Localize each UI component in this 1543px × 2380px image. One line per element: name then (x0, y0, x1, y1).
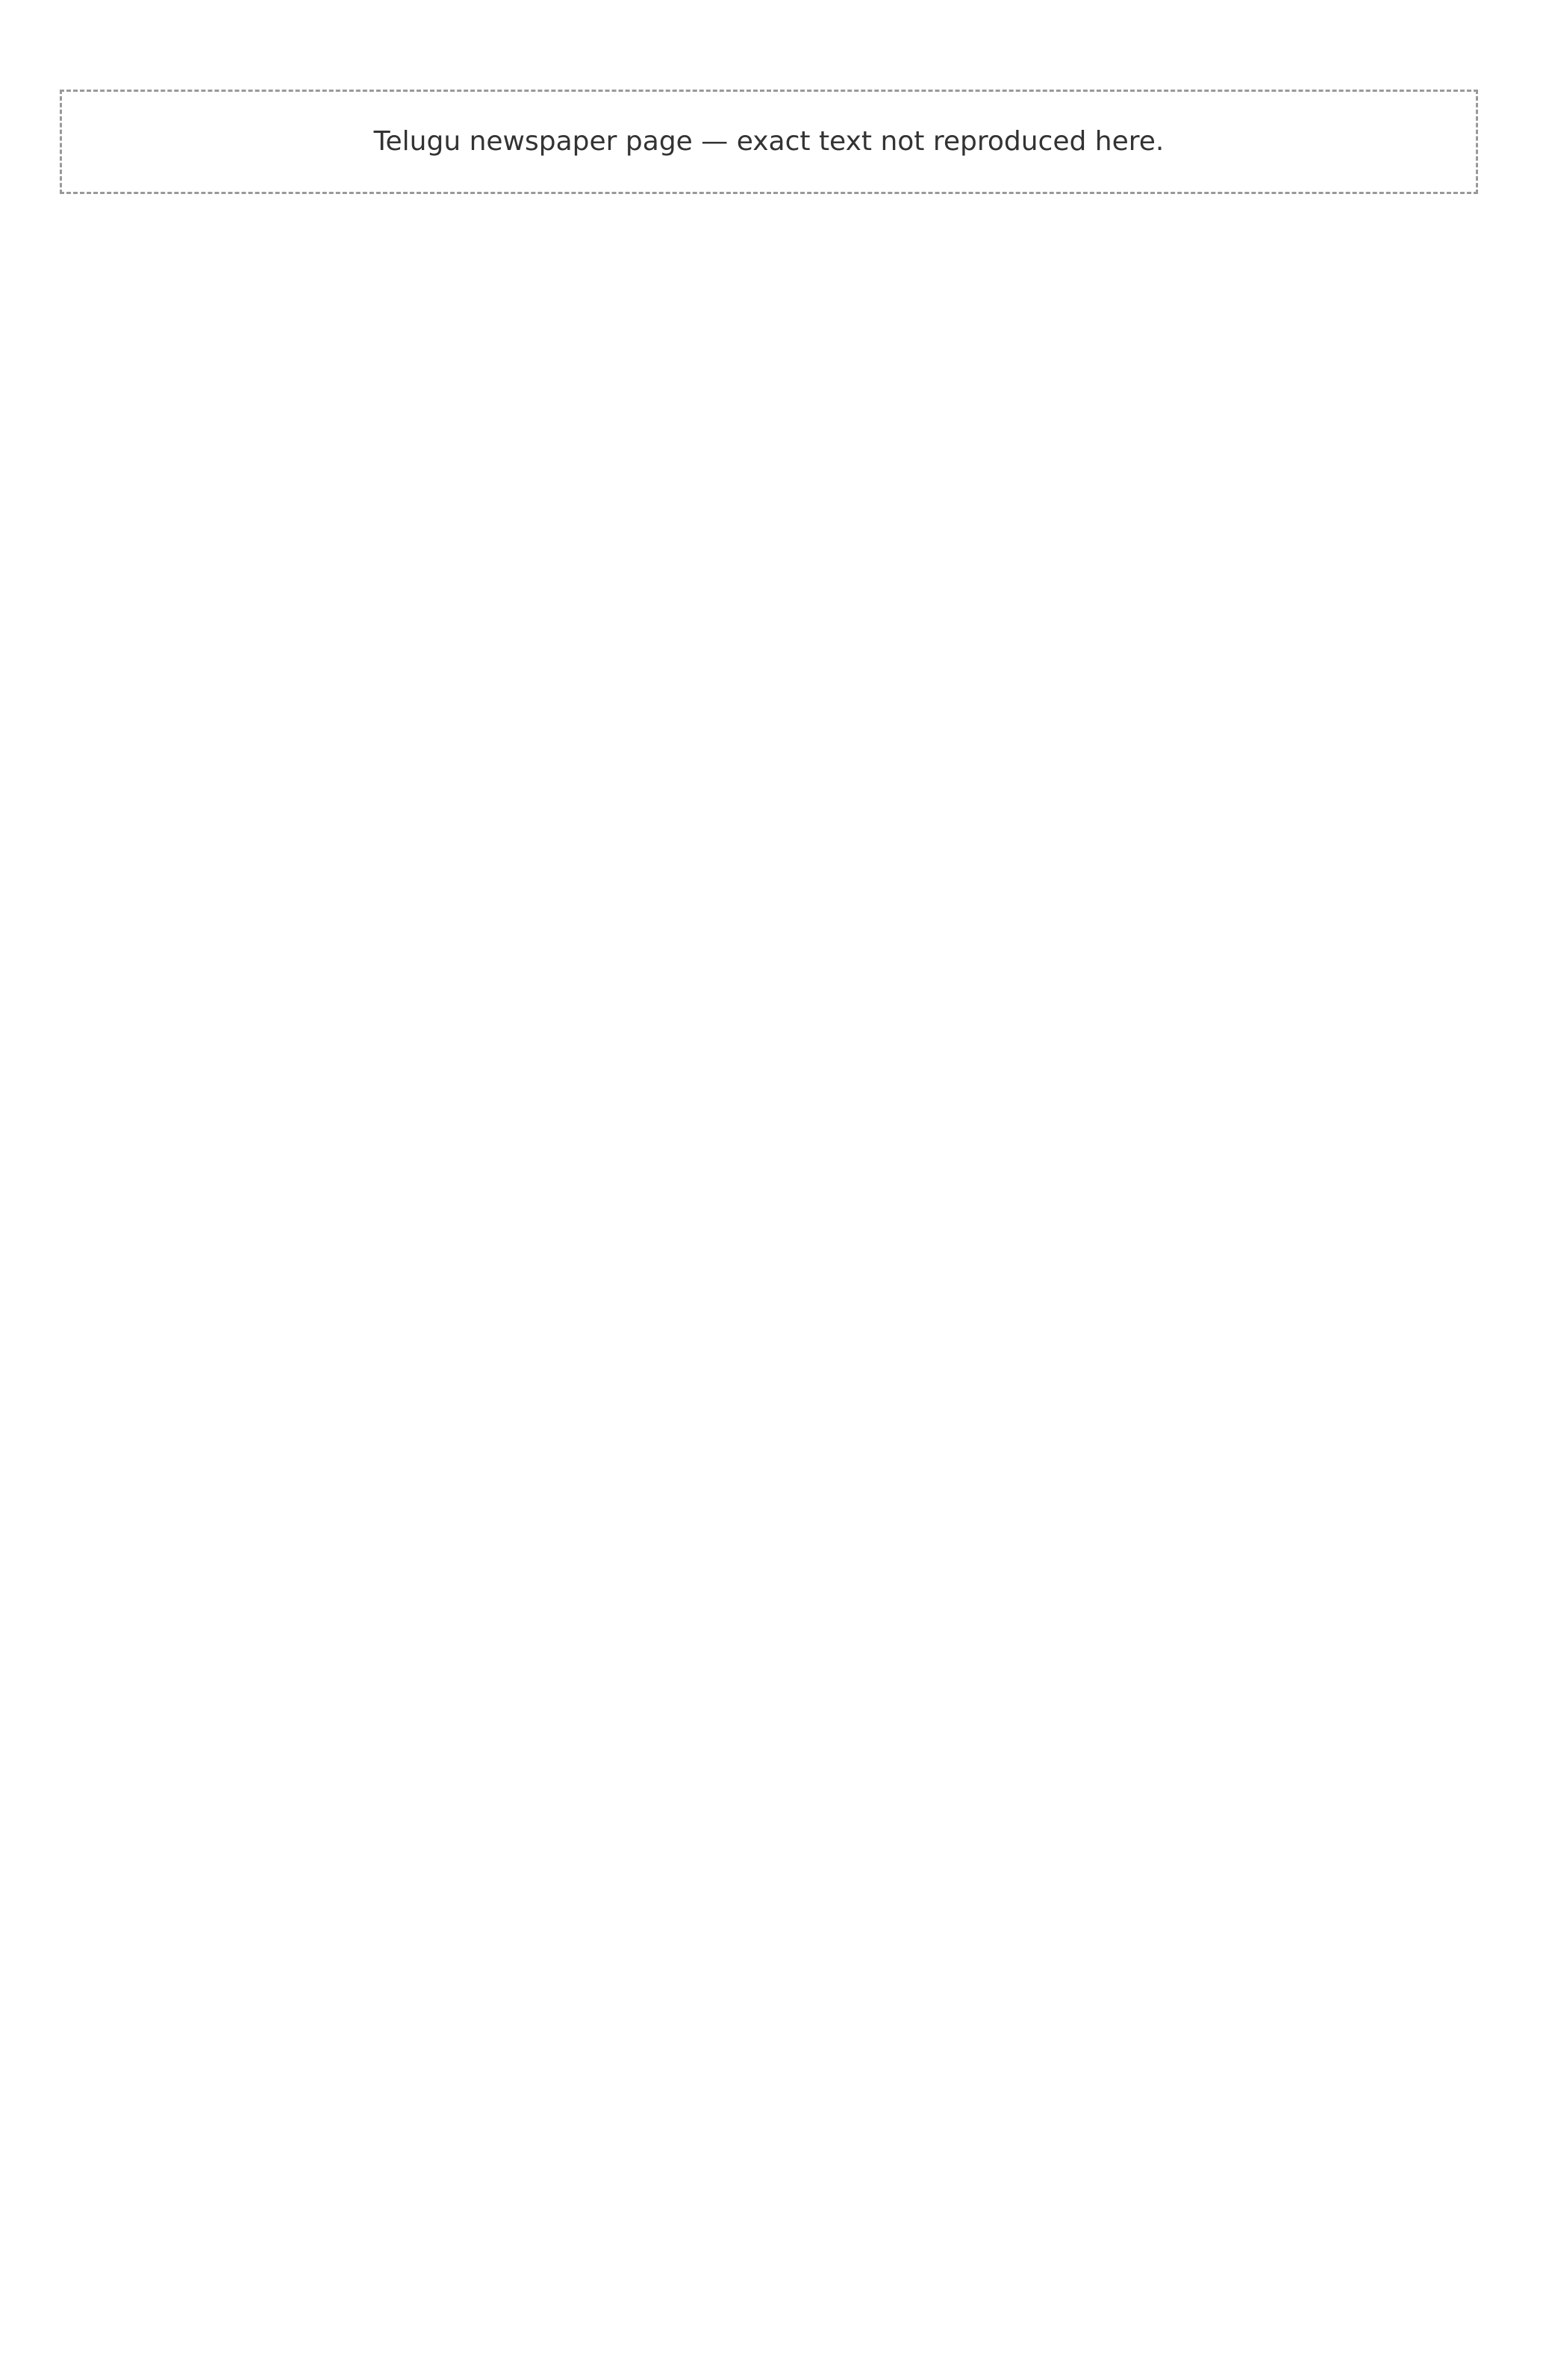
placeholder-notice: Telugu newspaper page — exact text not reproduced here. (60, 90, 1478, 194)
